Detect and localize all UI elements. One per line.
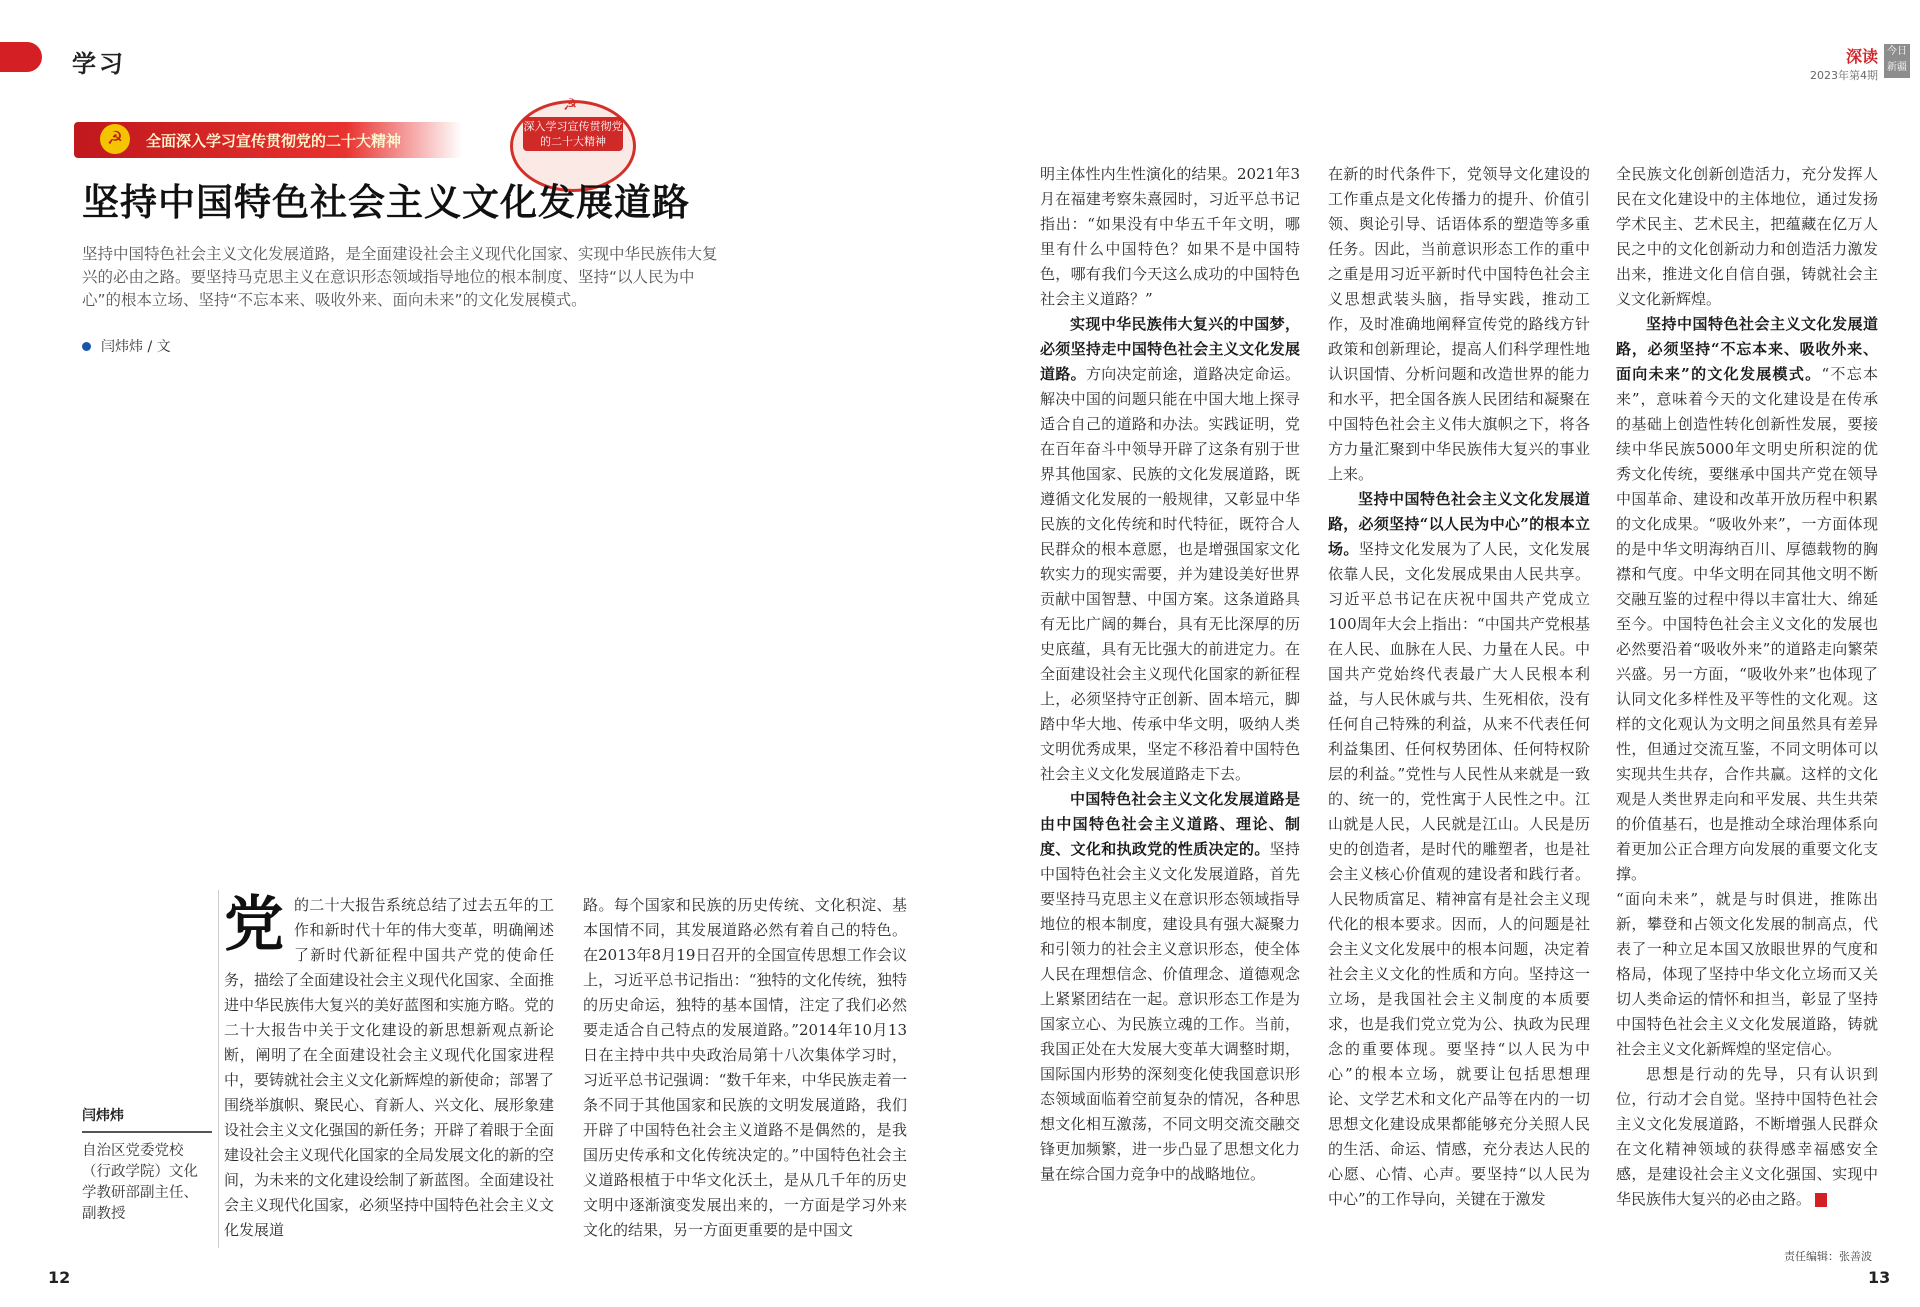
paragraph-lead-bold: 实现中华民族伟大复兴的中国梦，必须坚持走中国特色社会主义文化发展道路。 — [1040, 315, 1300, 383]
banner-text: 全面深入学习宣传贯彻党的二十大精神 — [146, 132, 402, 150]
paragraph: 在新的时代条件下，党领导文化建设的工作重点是文化传播力的提升、价值引领、舆论引导、话语体系的塑造等多重任务。因此，当前意识形态工作的重中之重是用习近平新时代中国特色社会主义思想武装头脑，指导实践，推动工作，及时准确地阐释宣传党的路线方针政策和创新理论，提高人们科学理性地认识国情、分析问题和改造世界的能力和水平，把全国各族人民团结和凝聚在中国特色社会主义伟大旗帜之下，将各方力量汇聚到中华民族伟大复兴的事业上来。 — [1328, 165, 1590, 483]
paragraph — [1328, 487, 1590, 1212]
brand-name: 深读 — [1845, 47, 1878, 66]
page-number-right: 13 — [1868, 1268, 1891, 1287]
byline-text: 闫炜炜 / 文 — [101, 339, 171, 355]
article-column-4 — [1328, 162, 1590, 1212]
paragraph-lead-bold: 坚持中国特色社会主义文化发展道路，必须坚持“不忘本来、吸收外来、面向未来”的文化发展模式。 — [1616, 315, 1878, 383]
paragraph: 明主体性内生性演化的结果。2021年3月在福建考察朱熹园时，习近平总书记指出：“如果没有中华五千年文明，哪里有什么中国特色？如果不是中国特色，哪有我们今天这么成功的中国特色社会主义道路？” — [1040, 165, 1300, 308]
party-emblem-icon: ☭ — [100, 124, 130, 154]
bullet-icon — [82, 342, 91, 351]
paragraph: 的二十大报告系统总结了过去五年的工作和新时代十年的伟大变革，明确阐述了新时代新征程中国共产党的使命任务，描绘了全面建设社会主义现代化国家、全面推进中华民族伟大复兴的美好蓝图和实施方略。党的二十大报告中关于文化建设的新思想新观点新论断，阐明了在全面建设社会主义现代化国家进程中，要铸就社会主义文化新辉煌的新使命；部署了围绕举旗帜、聚民心、育新人、兴文化、展形象建设社会主义文化强国的新任务；开辟了着眼于全面建设社会主义现代化国家的全局发展文化的新的空间，为未来的文化建设绘制了新蓝图。全面建设社会主义现代化国家，必须坚持中国特色社会主义文化发展道 — [224, 896, 555, 1239]
paragraph-text: 坚持文化发展为了人民，文化发展依靠人民，文化发展成果由人民共享。习近平总书记在庆祝中国共产党成立100周年大会上指出：“中国共产党根基在人民、血脉在人民、力量在人民。中国共产党始终代表最广大人民根本利益，与人民休戚与共、生死相依，没有任何自己特殊的利益，从来不代表任何利益集团、任何权势团体、任何特权阶层的利益。”党性与人民性从来就是一致的、统一的，党性寓于人民性之中。江山就是人民，人民就是江山。人民是历史的创造者，是时代的雕塑者，也是社会主义核心价值观的建设者和践行者。人民物质富足、精神富有是社会主义现代化的根本要求。因而，人的问题是社会主义文化发展中的根本问题，决定着社会主义文化的性质和方向。坚持这一立场，是我国社会主义制度的本质要求，也是我们党立党为公、执政为民理念的重要体现。要坚持“以人民为中心”的根本立场，就要让包括思想理论、文学艺术和文化产品等在内的一切思想文化建设成果都能够充分关照人民的生活、命运、情感，充分表达人民的心愿、心情、心声。要坚持“以人民为中心”的工作导向，关键在于激发 — [1328, 540, 1590, 1208]
byline — [82, 336, 171, 356]
drop-cap: 党 — [224, 890, 284, 960]
article-column-2 — [583, 893, 907, 1243]
paragraph — [1616, 1062, 1878, 1212]
page-number-left: 12 — [48, 1268, 71, 1287]
article-title: 坚持中国特色社会主义文化发展道路 — [82, 181, 690, 224]
paragraph-lead-bold: 中国特色社会主义文化发展道路是由中国特色社会主义道路、理论、制度、文化和执政党的性质决定的。 — [1040, 790, 1300, 858]
end-mark-icon — [1815, 1193, 1827, 1207]
paragraph-text: 坚持中国特色社会主义文化发展道路，首先要坚持马克思主义在意识形态领域指导地位的根本制度，建设具有强大凝聚力和引领力的社会主义意识形态，使全体人民在理想信念、价值理念、道德观念上紧紧团结在一起。意识形态工作是为国家立心、为民族立魂的工作。当前，我国正处在大发展大变革大调整时期，国际国内形势的深刻变化使我国意识形态领域面临着空前复杂的情况，各种思想文化相互激荡，不同文明交流交融交锋更加频繁，进一步凸显了思想文化力量在综合国力竞争中的战略地位。 — [1040, 840, 1300, 1183]
paragraph: 路。每个国家和民族的历史传统、文化积淀、基本国情不同，其发展道路必然有着自己的特色。在2013年8月19日召开的全国宣传思想工作会议上，习近平总书记指出：“独特的文化传统，独特的历史命运，独特的基本国情，注定了我们必然要走适合自己特点的发展道路。”2014年10月13日在主持中共中央政治局第十八次集体学习时，习近平总书记强调：“数千年来，中华民族走着一条不同于其他国家和民族的文明发展道路，我们开辟了中国特色社会主义道路不是偶然的，是我国历史传承和文化传统决定的。”中国特色社会主义道路根植于中华文化沃土，是从几千年的历史文明中逐渐演变发展出来的，一方面是学习外来文化的结果，另一方面更重要的是中国文 — [583, 896, 907, 1239]
article-column-1 — [224, 890, 555, 1243]
author-block — [82, 1105, 212, 1225]
paragraph-text: 方向决定前途，道路决定命运。解决中国的问题只能在中国大地上探寻适合自己的道路和办法。实践证明，党在百年奋斗中领导开辟了这条有别于世界其他国家、民族的文化发展道路，既遵循文化发展的一般规律，又彰显中华民族的文化传统和时代特征，既符合人民群众的根本意愿，也是增强国家文化软实力的现实需要，并为建设美好世界贡献中国智慧、中国方案。这条道路具有无比广阔的舞台，具有无比深厚的历史底蕴，具有无比强大的前进定力。在全面建设社会主义现代化国家的新征程上，必须坚持守正创新、固本培元，脚踏中华大地、传承中华文明，吸纳人类文明优秀成果，坚定不移沿着中国特色社会主义文化发展道路走下去。 — [1040, 365, 1300, 783]
paragraph — [1616, 312, 1878, 887]
author-name: 闫炜炜 — [82, 1105, 212, 1133]
paragraph-text: “不忘本来”，意味着今天的文化建设是在传承的基础上创造性转化创新性发展，要接续中华民族5000年文明史所积淀的优秀文化传统，要继承中国共产党在领导中国革命、建设和改革开放历程中积累的文化成果。“吸收外来”，一方面体现的是中华文明海纳百川、厚德载物的胸襟和气度。中华文明在同其他文明不断交融互鉴的过程中得以丰富壮大、绵延至今。中国特色社会主义文化的发展也必然要沿着“吸收外来”的道路走向繁荣兴盛。另一方面，“吸收外来”也体现了认同文化多样性及平等性的文化观。这样的文化观认为文明之间虽然具有差异性，但通过交流互鉴，不同文明体可以实现共生共存，合作共赢。这样的文化观是人类世界走向和平发展、共生共荣的价值基石，也是推动全球治理体系向着更加公正合理方向发展的重要文化支撑。 — [1616, 365, 1879, 883]
paragraph — [1040, 787, 1300, 1187]
section-title: 学习 — [72, 50, 126, 78]
paragraph-lead-bold: 坚持中国特色社会主义文化发展道路，必须坚持“以人民为中心”的根本立场。 — [1328, 490, 1590, 558]
brand — [1810, 44, 1907, 83]
paragraph-text: 思想是行动的先导，只有认识到位，行动才会自觉。坚持中国特色社会主义文化发展道路，不断增强人民群众在文化精神领域的获得感幸福感安全感，是建设社会主义文化强国、实现中华民族伟大复兴的必由之路。 — [1616, 1065, 1878, 1208]
section-tab — [0, 42, 42, 72]
paragraph: “面向未来”，就是与时俱进，推陈出新，攀登和占领文化发展的制高点，代表了一种立足本国又放眼世界的气度和格局，体现了坚持中华文化立场而又关切人类命运的情怀和担当，彰显了坚持中国特色社会主义文化发展道路，铸就社会主义文化新辉煌的坚定信心。 — [1616, 890, 1878, 1058]
paragraph: 全民族文化创新创造活力，充分发挥人民在文化建设中的主体地位，通过发扬学术民主、艺术民主，把蕴藏在亿万人民之中的文化创新动力和创造活力激发出来，推进文化自信自强，铸就社会主义文化新辉煌。 — [1616, 165, 1878, 308]
article-column-3 — [1040, 162, 1300, 1187]
author-description: 自治区党委党校（行政学院）文化学教研部副主任、副教授 — [82, 1143, 198, 1222]
editor-credit: 责任编辑：张善波 — [1784, 1250, 1872, 1263]
theme-banner — [74, 122, 462, 158]
brand-logo: 今日新疆 — [1884, 44, 1910, 78]
party-emblem-icon: ☭ — [563, 95, 578, 114]
paragraph — [1040, 312, 1300, 787]
badge-text: 深入学习宣传贯彻党的二十大精神 — [523, 117, 623, 151]
column-divider — [218, 890, 219, 1248]
article-lead: 坚持中国特色社会主义文化发展道路，是全面建设社会主义现代化国家、实现中华民族伟大复兴的必由之路。要坚持马克思主义在意识形态领域指导地位的根本制度、坚持“以人民为中心”的根本立场、坚持“不忘本来、吸收外来、面向未来”的文化发展模式。 — [82, 245, 718, 309]
issue-label: 2023年第4期 — [1810, 69, 1878, 82]
article-column-5 — [1616, 162, 1878, 1212]
